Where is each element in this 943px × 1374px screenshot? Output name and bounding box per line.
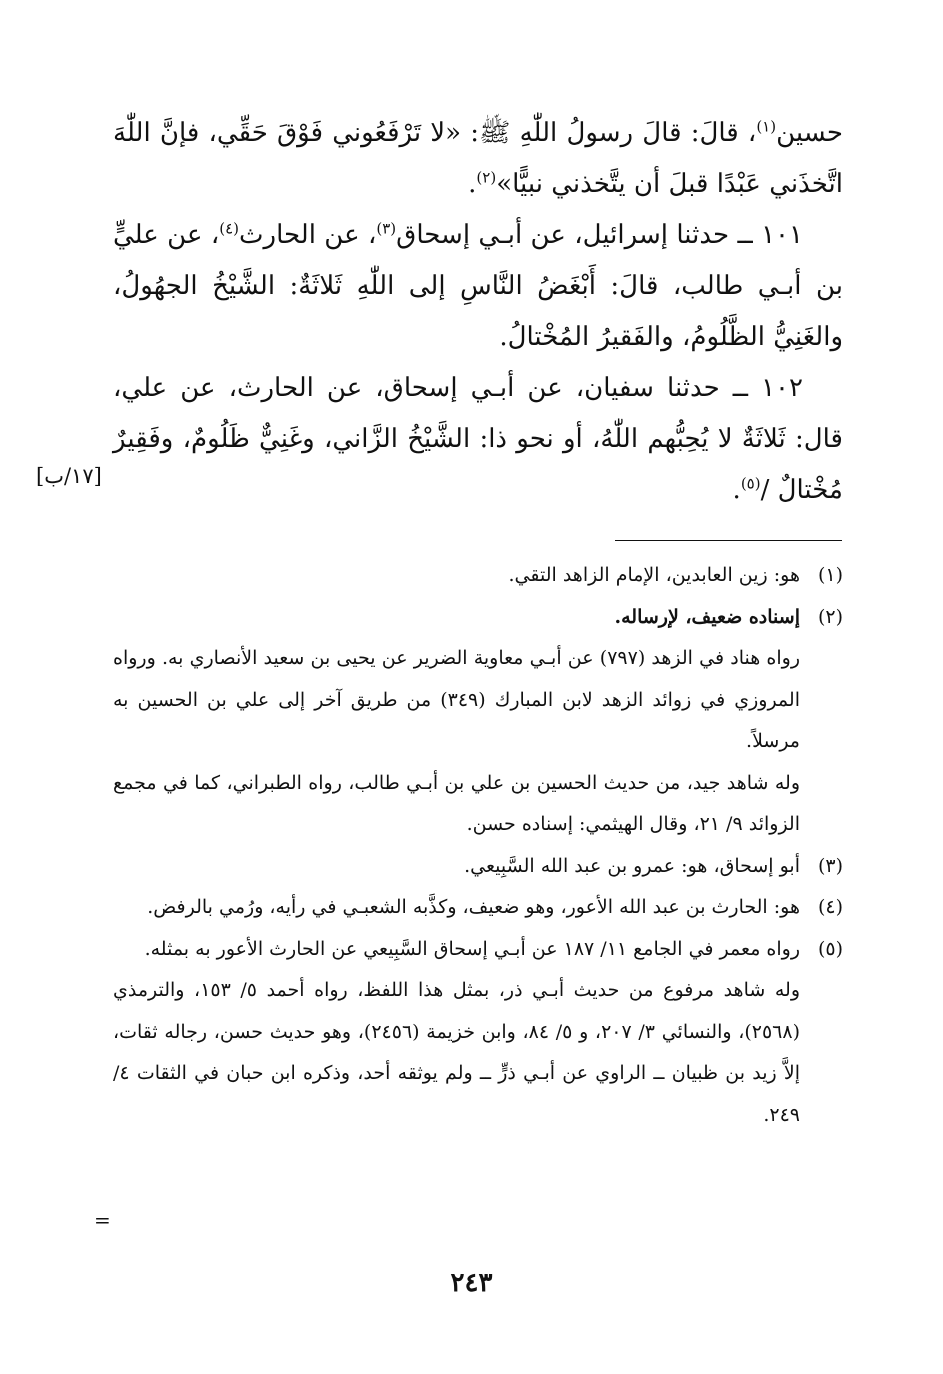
footnote-text: هو: زين العابدين، الإمام الزاهد التقي. bbox=[508, 564, 800, 586]
footnote-number: (٢) bbox=[817, 605, 843, 628]
footnote-4 bbox=[113, 887, 843, 929]
footnote-ref-5[interactable]: (٥) bbox=[740, 474, 761, 493]
continuation-mark: = bbox=[94, 1208, 111, 1232]
footnote-text: وله شاهد مرفوع من حديث أبـي ذر، بمثل هذا اللفظ، رواه أحمد ٥/ ١٥٣، والترمذي (٢٥٦٨)، والنسائي ٣/ ٢٠٧، و ٥/ ٨٤، وابن خزيمة (٢٤٥٦)، وهو حديث حسن، رجاله ثقات، إلاَّ زيد بن ظبيان ــ الراوي عن أبـي ذرٍّ ــ ولم يوثقه أحد، وذكره ابن حبان في الثقات ٤/ ٢٤٩. bbox=[113, 979, 801, 1126]
footnote-1 bbox=[113, 555, 843, 597]
footnote-body bbox=[113, 555, 800, 597]
page-number: ٢٤٣ bbox=[450, 1268, 493, 1298]
text-span: ، عن عليٍّ بن أبـي طالب، قالَ: أَبْغَضُ النَّاسِ إلى اللّٰهِ ثَلاثَةٌ: الشَّيْخُ الجهُولُ، والغَنِيُّ الظَّلُومُ، والفَقيرُ المُخْتالُ. bbox=[113, 220, 843, 352]
text-span: ، عن الحارث bbox=[239, 220, 377, 250]
footnote-ref-2[interactable]: (٢) bbox=[476, 168, 497, 187]
footnotes bbox=[113, 555, 843, 1136]
text-span: ١٠٢ ــ حدثنا سفيان، عن أبـي إسحاق، عن الحارث، عن علي، قال: ثَلاثَةٌ لا يُحِبُّهم اللّٰهُ، أو نحو ذا: الشَّيْخُ الزَّاني، وغَنِيٌّ ظَلُومٌ، وفَقِيرٌ مُخْتالٌ / bbox=[113, 373, 843, 505]
main-text bbox=[113, 108, 843, 516]
footnote-divider bbox=[615, 540, 842, 541]
footnote-ref-1[interactable]: (١) bbox=[756, 117, 777, 136]
footnote-number: (١) bbox=[817, 564, 843, 586]
footnote-body bbox=[113, 597, 800, 639]
footnote-3 bbox=[113, 846, 843, 888]
manuscript-folio-marker: [١٧/ب] bbox=[36, 464, 102, 488]
footnote-ref-3[interactable]: (٣) bbox=[376, 219, 397, 238]
footnote-number: (٣) bbox=[817, 854, 843, 877]
footnote-text: رواه معمر في الجامع ١١/ ١٨٧ عن أبـي إسحاق السَّبِيعي عن الحارث الأعور به بمثله. bbox=[144, 937, 800, 960]
footnote-body bbox=[113, 846, 800, 888]
hadith-102 bbox=[113, 363, 843, 516]
text-span: ١٠١ ــ حدثنا إسرائيل، عن أبـي إسحاق bbox=[396, 220, 803, 250]
footnote-text: رواه هناد في الزهد (٧٩٧) عن أبـي معاوية الضرير عن يحيى بن سعيد الأنصاري به. ورواه المروزي في زوائد الزهد لابن المبارك (٣٤٩) من طريق آخر إلى علي بن الحسين به مرسلاً. bbox=[113, 647, 801, 752]
footnote-number: (٥) bbox=[817, 937, 843, 960]
text-span: . bbox=[732, 475, 741, 505]
paragraph-intro bbox=[113, 108, 843, 210]
hadith-101 bbox=[113, 210, 843, 363]
text-span: . bbox=[468, 169, 477, 199]
text-span: حسين bbox=[776, 118, 843, 148]
footnote-ref-4[interactable]: (٤) bbox=[219, 219, 240, 238]
footnote-2 bbox=[113, 597, 843, 639]
text-span: ، قالَ: قالَ رسولُ اللّٰهِ ﷺ: «لا تَرْفَعُوني فَوْقَ حَقِّي، فإنَّ اللّٰهَ اتَّخذَني عَبْدًا قبلَ أن يتَّخذني نبيًّا» bbox=[113, 118, 843, 199]
footnote-text: هو: الحارث بن عبد الله الأعور، وهو ضعيف، وكذَّبه الشعبـي في رأيه، ورُمي بالرفض. bbox=[147, 896, 800, 918]
footnote-text: أبو إسحاق، هو: عمرو بن عبد الله السَّبِيعي. bbox=[464, 854, 800, 877]
footnote-body bbox=[113, 887, 800, 929]
footnote-body bbox=[113, 929, 800, 971]
footnote-number: (٤) bbox=[817, 896, 843, 918]
footnote-heading: إسناده ضعيف، لإرساله. bbox=[614, 605, 800, 628]
footnote-5 bbox=[113, 929, 843, 971]
footnote-text: وله شاهد جيد، من حديث الحسين بن علي بن أبـي طالب، رواه الطبراني، كما في مجمع الزوائد ٩/ ٢١، وقال الهيثمي: إسناده حسن. bbox=[113, 771, 800, 835]
